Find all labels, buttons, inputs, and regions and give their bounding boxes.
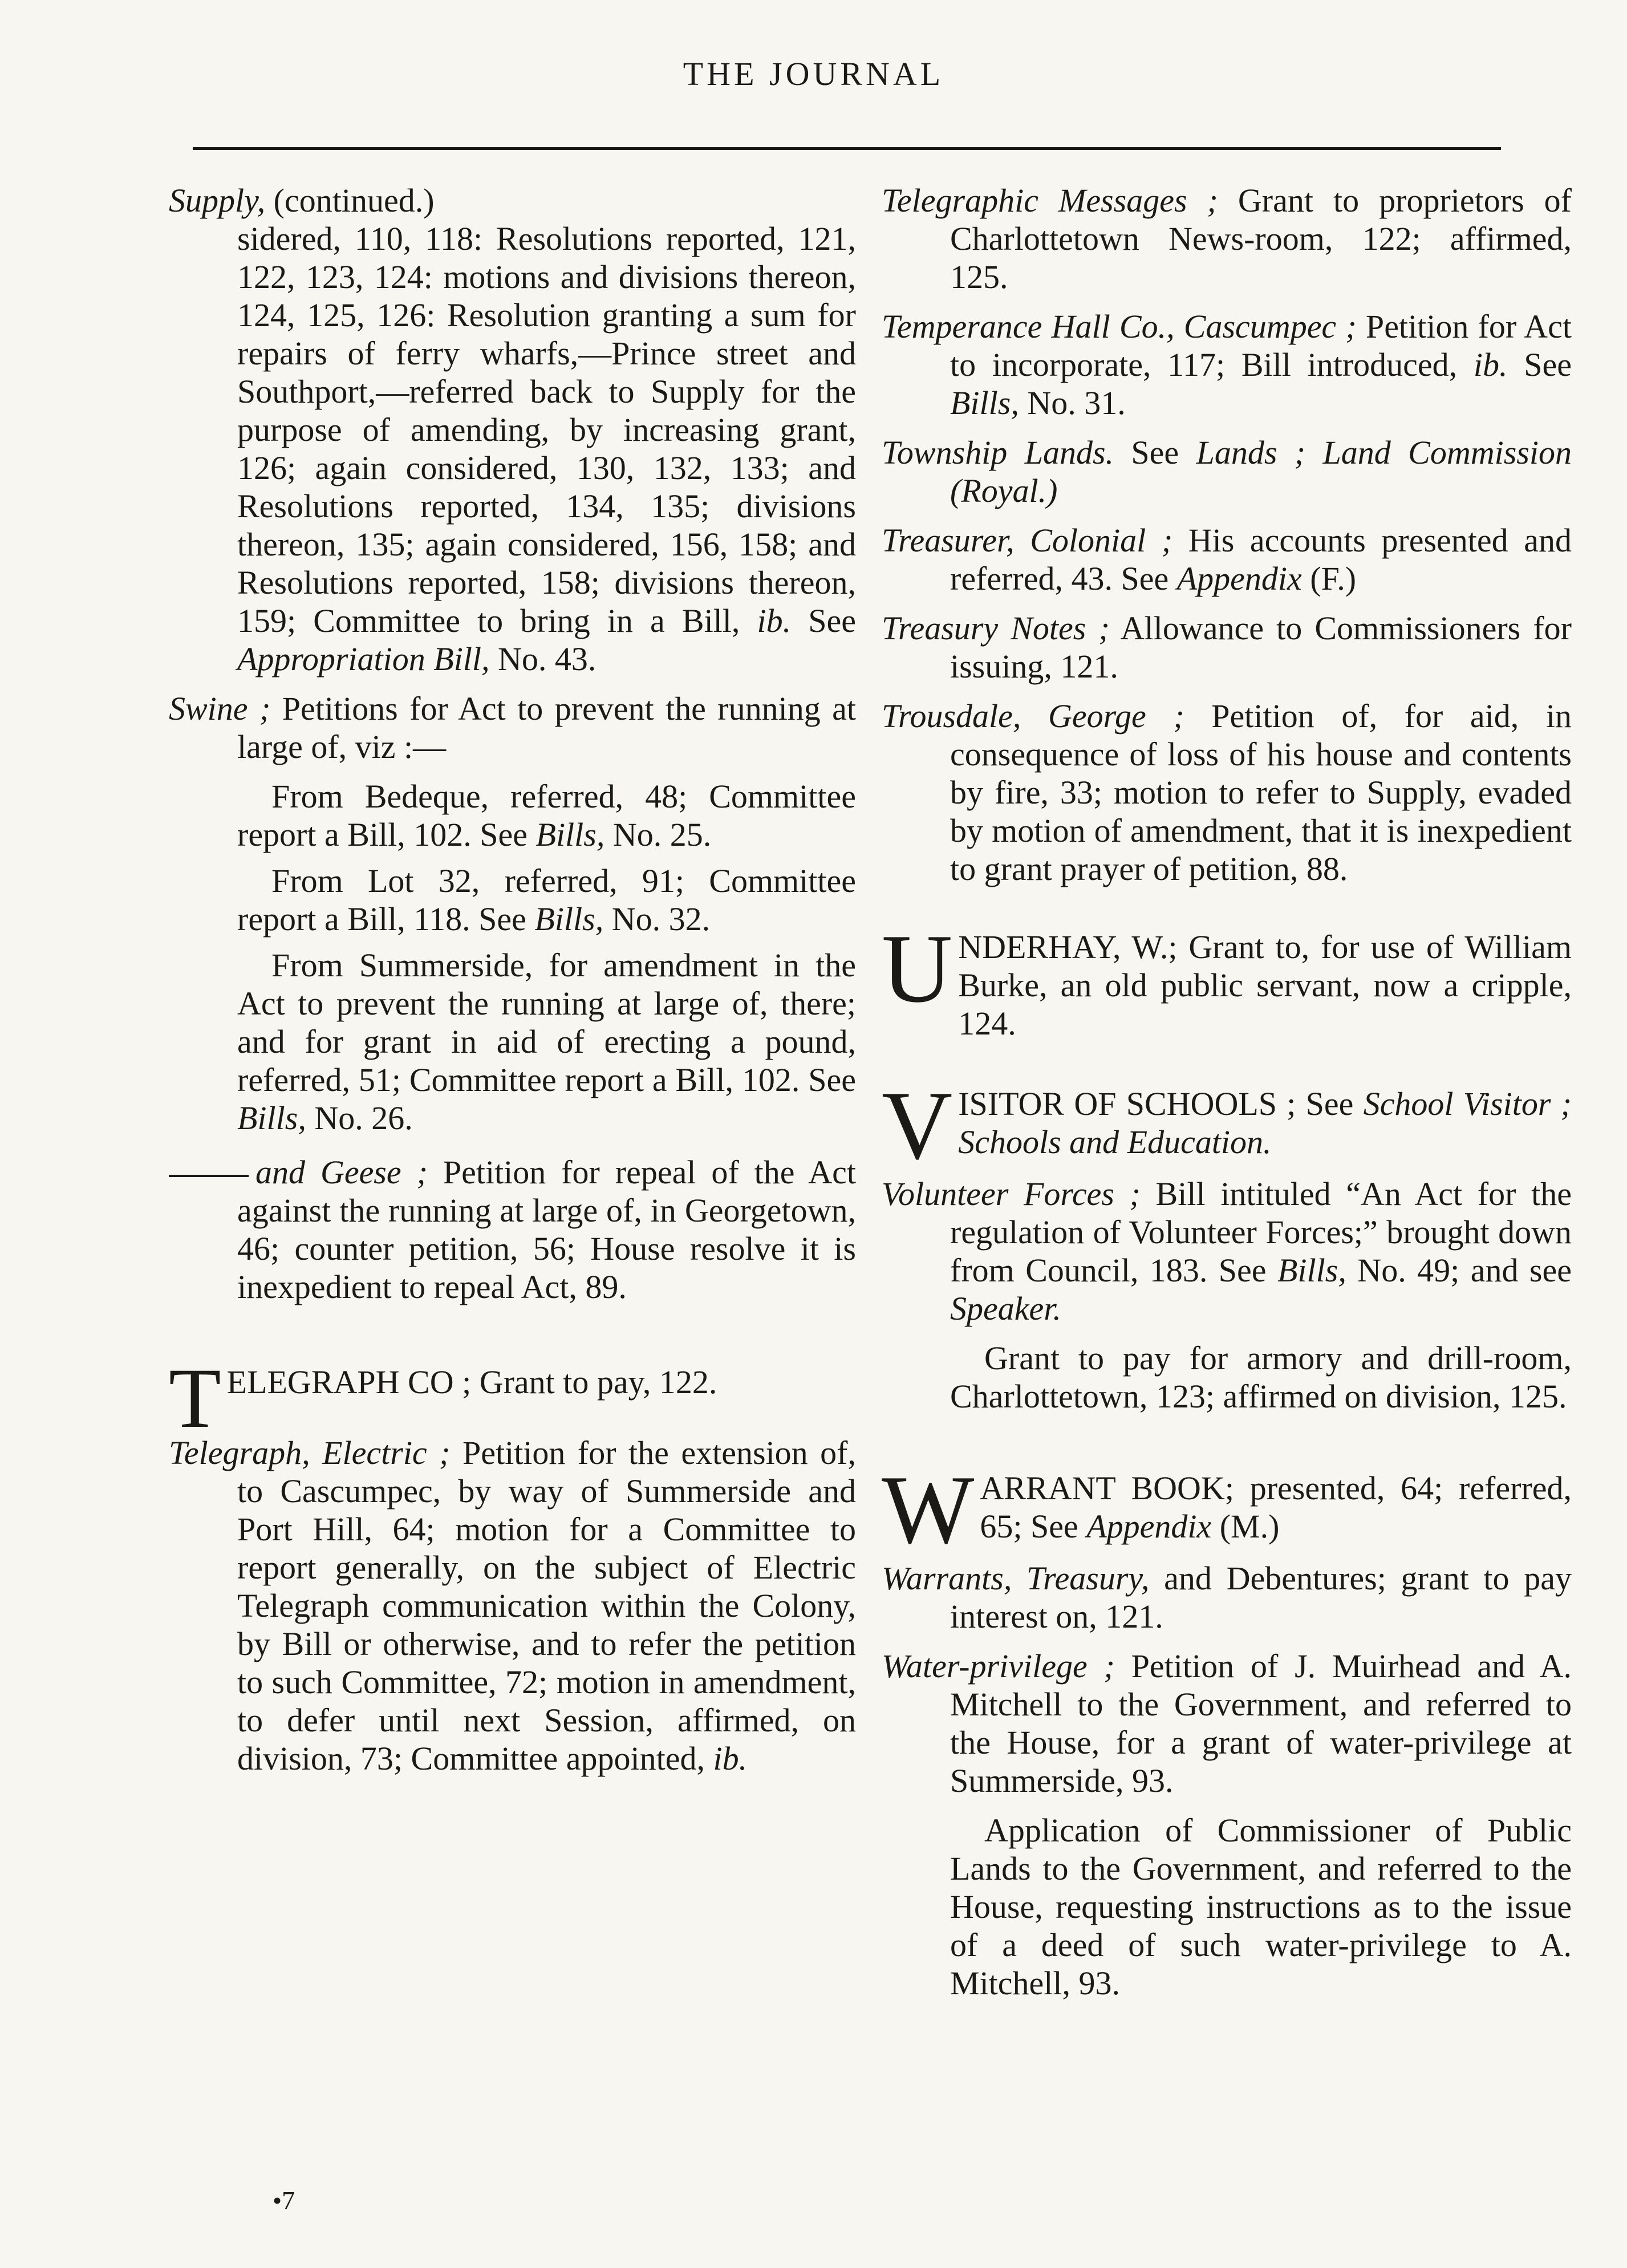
entry-heading: Treasury Notes ; xyxy=(882,610,1110,647)
repeat-dash xyxy=(169,1175,249,1177)
entry-text: Petition of, for aid, in consequence of loss of his house and contents by fire, 33; motion to refer to Supply, evaded by motion of amendment, that it is inexpedient to grant prayer of petition, 88. xyxy=(950,697,1572,887)
header-rule xyxy=(193,147,1501,150)
entry-text: Petitions for Act to prevent the running at large of, viz :— xyxy=(237,690,857,765)
entry-text: ; Grant to pay, 122. xyxy=(453,1364,717,1401)
ibid-ref: ib. xyxy=(757,602,792,639)
index-entry-water-privilege xyxy=(882,1647,1572,1800)
sub-entry-lot-32: From Lot 32, referred, 91; Committee report a Bill, 118. See Bills, No. 32. xyxy=(237,862,856,938)
sub-entry-summerside: From Summerside, for amendment in the Act to prevent the running at large of, there; and for grant in aid of erecting a pound, referred, 51; Committee report a Bill, 102. See Bills, No. 26. xyxy=(237,947,856,1137)
entry-heading: Treasurer, Colonial ; xyxy=(882,522,1173,559)
ibid-ref: ib. xyxy=(713,1740,748,1777)
index-entry-telegraph-electric xyxy=(169,1434,856,1778)
cross-ref: Bills, xyxy=(1277,1252,1346,1289)
cross-ref: Bills, xyxy=(535,816,605,853)
sub-entry-water-privilege-deed: Application of Commissioner of Public Lands to the Government, and referred to the House, requesting instructions as to the issue of a deed of such water-privilege to A. Mitchell, 93. xyxy=(950,1812,1572,2002)
cross-ref: Bills, xyxy=(237,1099,306,1137)
entry-text: Grant to proprietors of Charlottetown News-room, 122; affirmed, 125. xyxy=(950,182,1572,295)
entry-heading: ARRANT BOOK; xyxy=(980,1470,1234,1507)
see-label: See xyxy=(791,602,856,639)
sub-entry-armory-grant: Grant to pay for armory and drill-room, Charlottetown, 123; affirmed on division, 125. xyxy=(950,1340,1572,1415)
entry-heading-note: (continued.) xyxy=(265,182,435,219)
entry-text: Allowance to Commissioners for issuing, 121. xyxy=(950,610,1572,685)
index-entry-volunteer-forces: Volunteer Forces ; Bill intituled “An Act for the regulation of Volunteer Forces;” brought down from Council, 183. See Bills, No. 49; and see Speaker. xyxy=(882,1175,1572,1327)
drop-cap: T xyxy=(169,1351,221,1446)
sub-entry-bedeque: From Bedeque, referred, 48; Committee report a Bill, 102. See Bills, No. 25. xyxy=(237,778,856,853)
entry-heading: Trousdale, George ; xyxy=(882,697,1184,735)
right-column xyxy=(882,181,1572,2010)
index-entry-visitor-of-schools xyxy=(882,1072,1572,1180)
entry-text: His accounts presented and referred, 43. See xyxy=(950,522,1572,597)
entry-heading: NDERHAY, W.; xyxy=(958,928,1178,965)
cross-ref: Bills, xyxy=(534,900,604,938)
cross-ref: School Visitor ; Schools and Education. xyxy=(958,1085,1572,1161)
entry-heading: ISITOR OF SCHOOLS ; xyxy=(958,1085,1296,1122)
cross-ref: Speaker. xyxy=(950,1290,1061,1327)
index-entry-temperance-hall: Temperance Hall Co., Cascumpec ; Petition for Act to incorporate, 117; Bill introduced, ib. See Bills, No. 31. xyxy=(882,308,1572,421)
cross-ref: Appendix xyxy=(1086,1508,1212,1545)
entry-heading: Telegraph, Electric ; xyxy=(169,1434,451,1471)
index-entry-supply xyxy=(169,181,856,678)
entry-text: Petition for repeal of the Act against the running at large of, in Georgetown, 46; counter petition, 56; House resolve it is inexpedient to repeal Act, 89. xyxy=(237,1154,856,1305)
cross-ref: Bills, xyxy=(950,384,1019,421)
ibid-ref: ib. xyxy=(1473,346,1508,383)
index-entry-underhay xyxy=(882,915,1572,1042)
entry-heading: Swine ; xyxy=(169,690,271,727)
cross-ref: Appropriation Bill, xyxy=(237,640,490,677)
entry-text: Petition of J. Muirhead and A. Mitchell to the Government, and referred to the House, for a grant of water-privilege at Summerside, 93. xyxy=(950,1648,1572,1799)
entry-heading: Supply, xyxy=(169,182,266,219)
entry-heading: Telegraphic Messages ; xyxy=(882,182,1218,219)
entry-heading: and Geese ; xyxy=(255,1154,428,1191)
entry-text: See xyxy=(1296,1085,1364,1122)
cross-ref: Appendix xyxy=(1176,560,1302,597)
entry-text: Bill intituled “An Act for the regulation of Volunteer Forces;” brought down from Council, 183. See xyxy=(950,1175,1572,1289)
drop-cap: V xyxy=(882,1072,953,1180)
index-entry-swine xyxy=(169,689,856,766)
index-entry-trousdale xyxy=(882,697,1572,888)
index-entry-warrant-book: WARRANT BOOK; presented, 64; referred, 65; See Appendix (M.) xyxy=(882,1456,1572,1564)
entry-text: sidered, 110, 118: Resolutions reported, 121, 122, 123, 124: motions and divisions thereon, 124, 125, 126: Resolution granting a sum for repairs of ferry wharfs,—Prince street and Southport,—referred back to Supply for the purpose of amending, by increasing grant, 126; again considered, 130, 132, 133; and Resolutions reported, 134, 135; divisions thereon, 135; again considered, 156, 158; and Resolutions reported, 158; divisions thereon, 159; Committee to bring in a Bill, xyxy=(237,220,856,639)
entry-text: presented, 64; referred, 65; See xyxy=(980,1470,1572,1545)
entry-text: Petition for Act to incorporate, 117; Bill introduced, xyxy=(950,308,1572,383)
entry-text: and Debentures; grant to pay interest on, 121. xyxy=(950,1560,1572,1635)
entry-heading: Water-privilege ; xyxy=(882,1648,1115,1685)
index-entry-telegraphic-messages xyxy=(882,181,1572,296)
entry-heading: Warrants, Treasury, xyxy=(882,1560,1150,1597)
index-entry-telegraph-co xyxy=(169,1351,856,1446)
entry-heading: Temperance Hall Co., Cascumpec ; xyxy=(882,308,1357,345)
entry-text-end: No. 43. xyxy=(489,640,597,677)
cross-ref: Lands ; Land Commission (Royal.) xyxy=(950,434,1572,509)
entry-text: Grant to, for use of William Burke, an old public servant, now a cripple, 124. xyxy=(958,928,1572,1042)
drop-cap: W xyxy=(882,1456,975,1564)
entry-heading: Township Lands. xyxy=(882,434,1114,471)
entry-heading: ELEGRAPH CO xyxy=(226,1364,454,1401)
drop-cap: U xyxy=(882,915,953,1023)
left-column xyxy=(169,181,856,1789)
entry-text: Petition for the extension of, to Cascumpec, by way of Summerside and Port Hill, 64; motion for a Committee to report generally, on the subject of Electric Telegraph communication within the Colony, by Bill or otherwise, and to refer the petition to such Committee, 72; motion in amendment, to defer until next Session, affirmed, on division, 73; Committee appointed, xyxy=(237,1434,856,1777)
running-header: THE JOURNAL xyxy=(683,55,944,92)
index-entry-treasurer: Treasurer, Colonial ; His accounts presented and referred, 43. See Appendix (F.) xyxy=(882,522,1572,597)
index-entry-warrants-treasury xyxy=(882,1559,1572,1636)
signature-mark: •7 xyxy=(273,2186,295,2215)
index-entry-treasury-notes xyxy=(882,609,1572,685)
index-entry-swine-and-geese xyxy=(169,1153,856,1306)
entry-heading: Volunteer Forces ; xyxy=(882,1175,1141,1212)
index-entry-township-lands: Township Lands. See Lands ; Land Commission (Royal.) xyxy=(882,434,1572,509)
